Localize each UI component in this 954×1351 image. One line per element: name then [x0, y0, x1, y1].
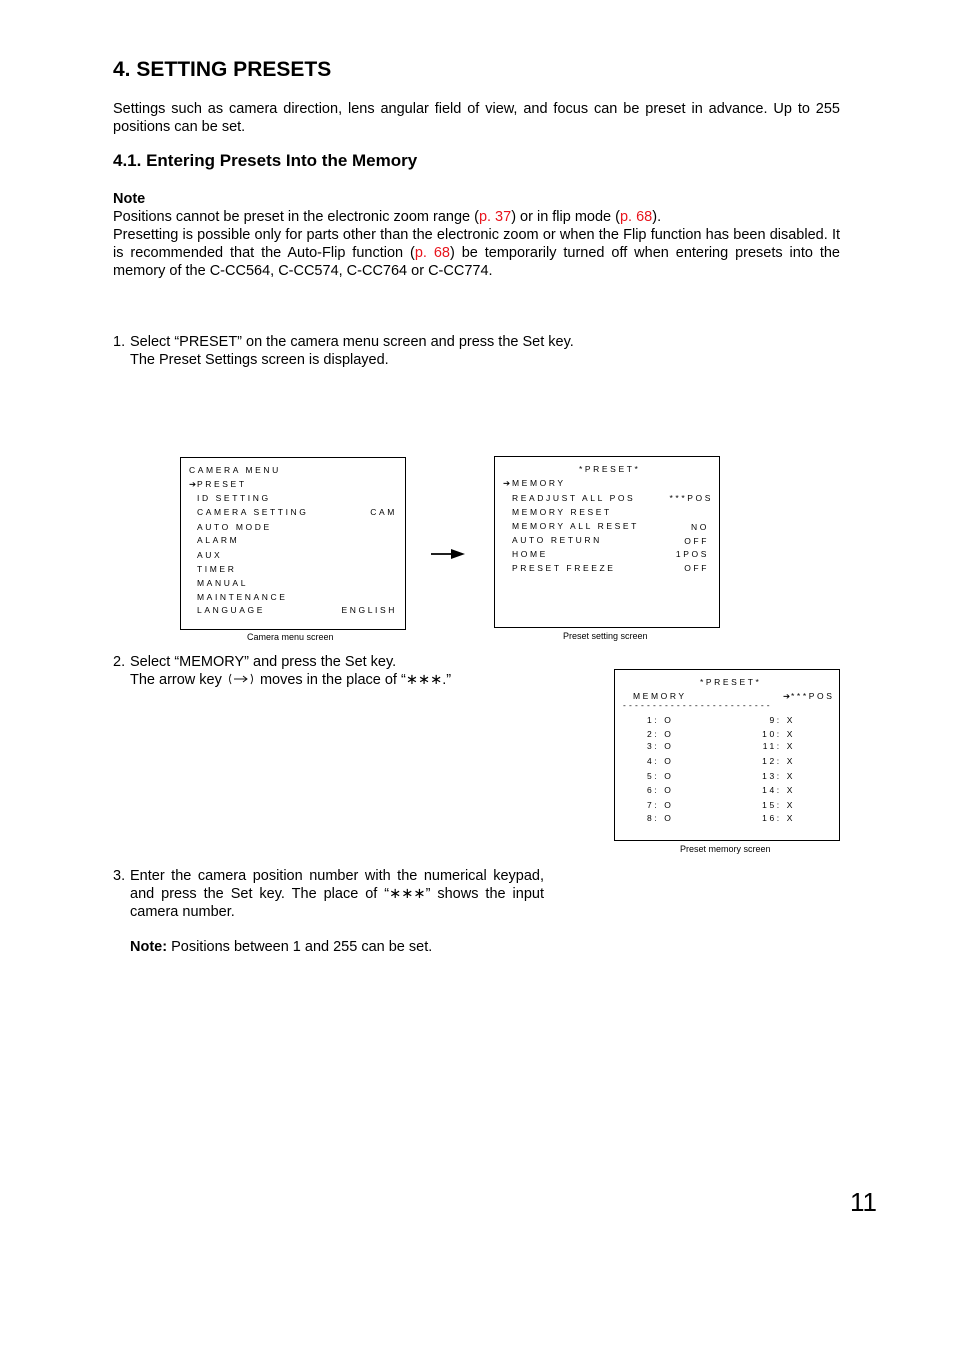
section-title: 4.1. Entering Presets Into the Memory	[113, 151, 418, 170]
menu-value: 1POS	[675, 549, 709, 559]
menu-item[interactable]: LANGUAGE	[197, 605, 266, 615]
step-1-number: 1.	[113, 334, 126, 350]
camera-menu-caption: Camera menu screen	[247, 632, 334, 642]
memory-slot: 15: X	[762, 800, 795, 810]
memory-slot: 9: X	[769, 715, 795, 725]
menu-value: OFF	[684, 536, 709, 546]
menu-item[interactable]: CAMERA SETTING	[197, 507, 309, 517]
divider-line: - - - - - - - - - - - - - - - - - - - - - - - - -	[623, 700, 771, 710]
step-1-text: Select “PRESET” on the camera menu screen and press the Set key. The Preset Settings screen is displayed.	[130, 334, 574, 368]
note-line-1: Positions cannot be preset in the electronic zoom range (p. 37) or in flip mode (p. 68).	[113, 209, 662, 225]
selection-arrow-icon: ➔	[503, 478, 513, 488]
menu-value: NO	[691, 522, 709, 532]
menu-item[interactable]: TIMER	[197, 564, 237, 574]
menu-item[interactable]: MEMORY ALL RESET	[512, 521, 639, 531]
step-2-number: 2.	[113, 654, 126, 670]
menu-value: OFF	[684, 563, 709, 573]
memory-slot: 7: O	[647, 800, 674, 810]
preset-setting-screen	[494, 456, 720, 628]
memory-slot: 5: O	[647, 771, 674, 781]
menu-item[interactable]: READJUST ALL POS	[512, 493, 636, 503]
menu-value: ***POS	[669, 493, 713, 503]
screen-title: *PRESET*	[700, 677, 762, 687]
note-block	[113, 190, 840, 280]
page-number: 11	[850, 1187, 877, 1217]
step-3-number: 3.	[113, 868, 126, 884]
memory-slot: 1: O	[647, 715, 674, 725]
page-link[interactable]: p. 37	[478, 209, 512, 225]
page-title: 4. SETTING PRESETS	[113, 58, 332, 81]
menu-item[interactable]: ALARM	[197, 535, 240, 545]
preset-setting-caption: Preset setting screen	[563, 631, 648, 641]
memory-label: MEMORY	[633, 691, 687, 701]
note-line-2: Presetting is possible only for parts other than the electronic zoom or when the Flip function has been disabled. It is recommended that the Auto-Flip function (p. 68) be temporarily turned off when entering presets into the memory of the C-CC564, C-CC574, C-CC764 or C-CC774.	[113, 227, 840, 279]
memory-value: ***POS	[791, 691, 835, 701]
memory-slot: 2: O	[647, 729, 674, 739]
menu-item[interactable]: MEMORY	[512, 478, 566, 488]
memory-slot: 14: X	[762, 785, 795, 795]
selection-arrow-icon: ➔	[783, 691, 793, 701]
step-3-text: Enter the camera position number with the numerical keypad, and press the Set key. The place of “∗∗∗” shows the input camera number. Note: Positions between 1 and 255 can be set.	[130, 868, 544, 955]
memory-slot: 3: O	[647, 741, 674, 751]
note-heading: Note	[113, 191, 146, 207]
menu-item[interactable]: MANUAL	[197, 578, 249, 588]
preset-memory-caption: Preset memory screen	[680, 844, 771, 854]
menu-item[interactable]: MEMORY RESET	[512, 507, 612, 517]
memory-slot: 16: X	[762, 813, 795, 823]
page-link[interactable]: p. 68	[414, 245, 450, 261]
menu-item[interactable]: AUX	[197, 550, 223, 560]
memory-slot: 12: X	[762, 756, 795, 766]
selection-arrow-icon: ➔	[189, 479, 199, 489]
preset-memory-screen	[614, 669, 840, 841]
step-3-note: Note: Positions between 1 and 255 can be set.	[130, 939, 433, 955]
menu-item[interactable]: PRESET	[197, 479, 247, 489]
memory-slot: 10: X	[762, 729, 795, 739]
memory-slot: 11: X	[762, 741, 795, 751]
memory-slot: 8: O	[647, 813, 674, 823]
memory-slot: 6: O	[647, 785, 674, 795]
menu-item[interactable]: ID SETTING	[197, 493, 271, 503]
page-link[interactable]: p. 68	[619, 209, 653, 225]
screen-title: *PRESET*	[579, 464, 641, 474]
menu-item[interactable]: HOME	[512, 549, 548, 559]
step-2-text: Select “MEMORY” and press the Set key. The arrow key moves in the place of “∗∗∗.”	[130, 654, 452, 688]
menu-value: CAM	[370, 507, 397, 517]
arrow-key-icon	[228, 673, 254, 685]
menu-item[interactable]: MAINTENANCE	[197, 592, 288, 602]
intro-paragraph: Settings such as camera direction, lens angular field of view, and focus can be preset in advance. Up to 255 positions can be set.	[113, 101, 840, 135]
menu-item[interactable]: AUTO MODE	[197, 522, 272, 532]
camera-menu-screen	[180, 457, 406, 630]
menu-item[interactable]: AUTO RETURN	[512, 535, 602, 545]
memory-slot: 4: O	[647, 756, 674, 766]
menu-value: ENGLISH	[341, 605, 397, 615]
menu-item[interactable]: PRESET FREEZE	[512, 563, 616, 573]
memory-slot: 13: X	[762, 771, 795, 781]
arrow-right-icon	[431, 548, 465, 560]
screen-title: CAMERA MENU	[189, 465, 281, 475]
